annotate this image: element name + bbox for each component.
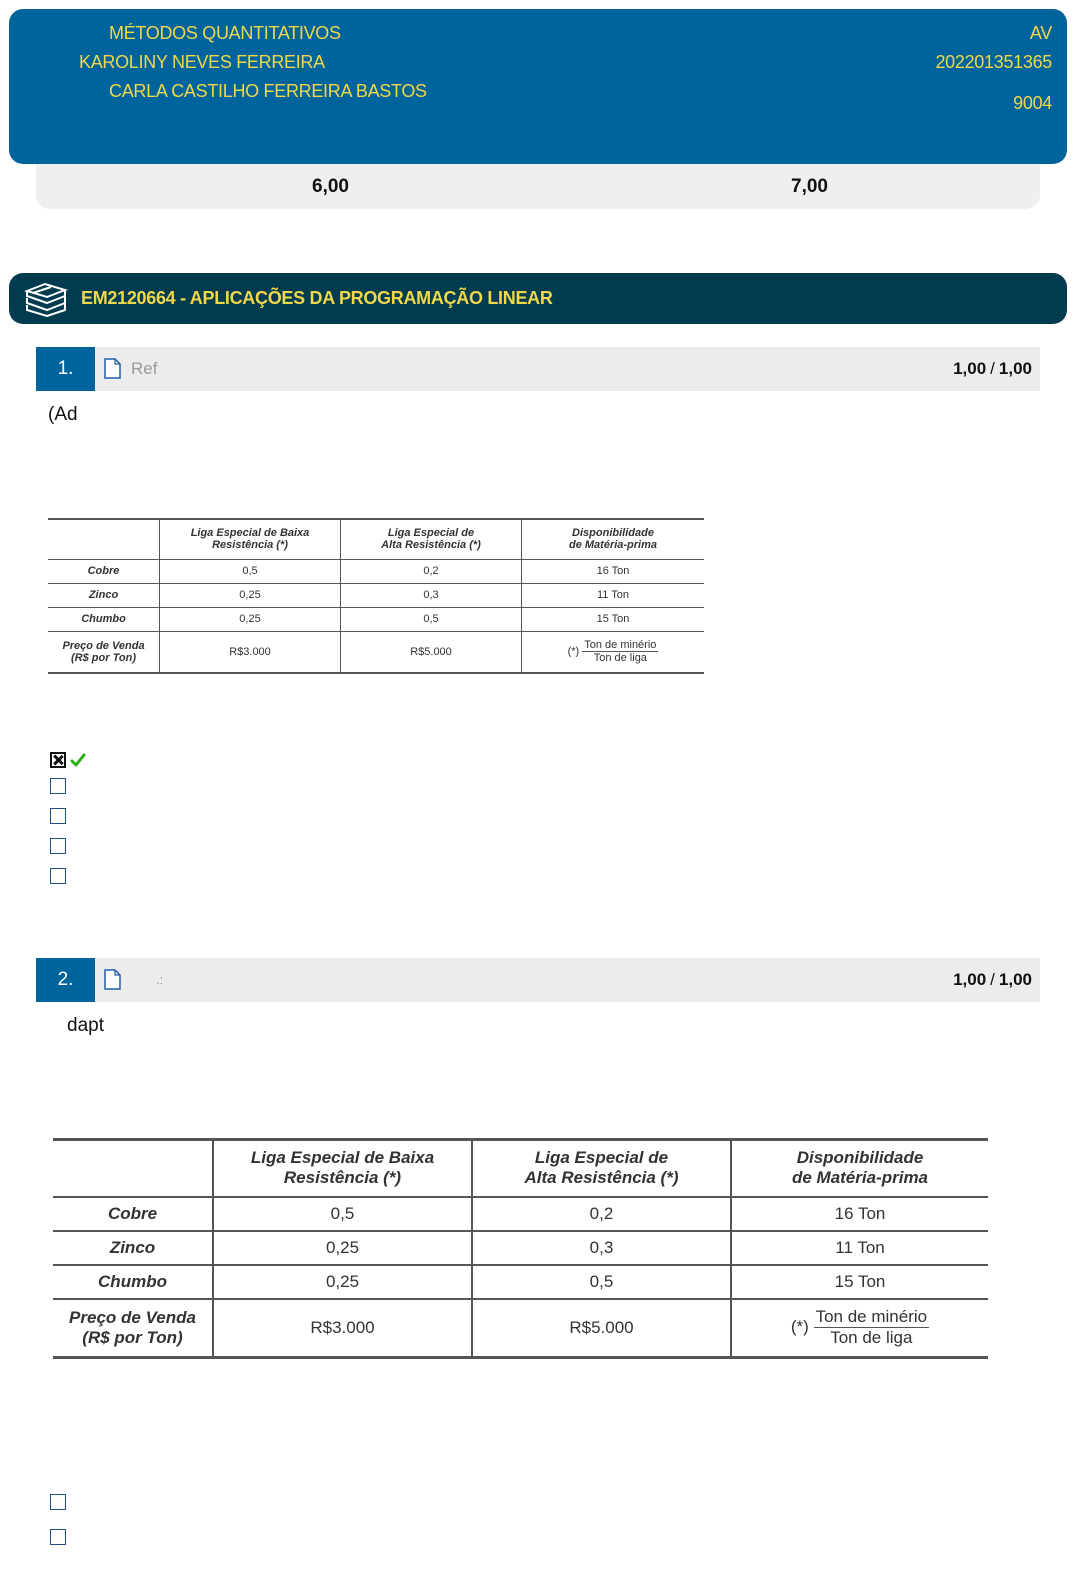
- row-label: Cobre: [107, 1203, 158, 1223]
- cell-avail: 15 Ton: [731, 1265, 988, 1299]
- table-corner: [48, 519, 160, 559]
- cell-high: 0,3: [341, 583, 522, 607]
- unit-fraction: [582, 639, 658, 664]
- row-label: Chumbo: [98, 1271, 167, 1291]
- cell-low: 0,5: [213, 1197, 472, 1231]
- fraction-denominator: Ton de liga: [593, 652, 647, 665]
- option-checkbox[interactable]: [50, 868, 66, 884]
- table-header-row: [53, 1140, 988, 1197]
- question-number: 2.: [36, 958, 95, 1002]
- grades-bar: [36, 164, 1040, 209]
- option-checkbox[interactable]: [50, 808, 66, 824]
- col-header-low: Liga Especial de Baixa Resistência (*): [213, 1140, 472, 1197]
- cell-low: 0,25: [213, 1265, 472, 1299]
- score-max: 1,00: [998, 970, 1032, 989]
- row-label: Preço de Venda (R$ por Ton): [69, 1307, 196, 1347]
- col-header-low: Liga Especial de Baixa Resistência (*): [160, 519, 341, 559]
- cell-high: R$5.000: [472, 1299, 731, 1358]
- fraction-numerator: Ton de minério: [584, 639, 657, 652]
- cell-unit-fraction: [522, 631, 705, 673]
- section-title: EM2120664 - APLICAÇÕES DA PROGRAMAÇÃO LINEAR: [81, 288, 553, 308]
- cell-avail: 11 Ton: [522, 583, 705, 607]
- table-row: [48, 583, 704, 607]
- grade-right: 7,00: [791, 176, 828, 197]
- score-separator: /: [990, 970, 995, 989]
- row-label: Chumbo: [81, 613, 126, 625]
- cell-low: 0,25: [160, 583, 341, 607]
- question-number: 1.: [36, 347, 95, 391]
- option-checkbox[interactable]: [50, 1529, 66, 1545]
- score-separator: /: [990, 359, 995, 378]
- col-header-high: Liga Especial de Alta Resistência (*): [341, 519, 522, 559]
- table-row: [48, 607, 704, 631]
- fraction-denominator: Ton de liga: [830, 1328, 913, 1348]
- cell-avail: 16 Ton: [731, 1197, 988, 1231]
- row-label: Zinco: [109, 1237, 156, 1257]
- cell-high: 0,5: [472, 1265, 731, 1299]
- question-score: [953, 359, 1032, 379]
- option-checkbox[interactable]: [50, 1494, 66, 1510]
- exam-type: AV: [1029, 23, 1052, 43]
- table-row: [53, 1231, 988, 1265]
- table-corner: [53, 1140, 213, 1197]
- cell-low: 0,25: [160, 607, 341, 631]
- cell-high: 0,2: [472, 1197, 731, 1231]
- score-value: 1,00: [953, 970, 987, 989]
- question-text: dapt: [67, 1015, 104, 1036]
- document-icon[interactable]: [104, 969, 121, 990]
- cell-high: 0,3: [472, 1231, 731, 1265]
- cell-high: 0,2: [341, 559, 522, 583]
- registration-number: 202201351365: [935, 52, 1052, 72]
- materials-table: [53, 1138, 988, 1359]
- cell-high: 0,5: [341, 607, 522, 631]
- materials-table: [48, 518, 704, 674]
- question-ref: .:: [156, 972, 164, 987]
- exam-header: [9, 9, 1067, 164]
- cell-avail: 15 Ton: [522, 607, 705, 631]
- question-score: [953, 970, 1032, 990]
- books-icon: [23, 281, 69, 317]
- section-header: [9, 273, 1067, 324]
- class-code: 9004: [1013, 93, 1052, 113]
- cell-low: R$3.000: [213, 1299, 472, 1358]
- fraction-numerator: Ton de minério: [815, 1307, 928, 1327]
- cell-high: R$5.000: [341, 631, 522, 673]
- cell-low: 0,5: [160, 559, 341, 583]
- cell-avail: 11 Ton: [731, 1231, 988, 1265]
- document-icon[interactable]: [104, 358, 121, 379]
- cell-low: 0,25: [213, 1231, 472, 1265]
- cell-low: R$3.000: [160, 631, 341, 673]
- row-label: Zinco: [88, 589, 119, 601]
- grade-left: 6,00: [312, 176, 349, 197]
- option-checkbox[interactable]: [50, 752, 66, 768]
- course-name: MÉTODOS QUANTITATIVOS: [109, 23, 341, 43]
- score-value: 1,00: [953, 359, 987, 378]
- question-ref: Ref: [131, 359, 158, 378]
- student-name: KAROLINY NEVES FERREIRA: [79, 52, 325, 72]
- table-price-row: [48, 631, 704, 673]
- col-header-avail: Disponibilidade de Matéria-prima: [731, 1140, 988, 1197]
- correct-check-icon: [70, 752, 86, 768]
- option-checkbox[interactable]: [50, 778, 66, 794]
- footnote-mark: (*): [790, 1317, 809, 1337]
- table-header-row: [48, 519, 704, 559]
- question-text: (Ad: [48, 404, 78, 425]
- cell-avail: 16 Ton: [522, 559, 705, 583]
- col-header-avail: Disponibilidade de Matéria-prima: [522, 519, 705, 559]
- col-header-high: Liga Especial de Alta Resistência (*): [472, 1140, 731, 1197]
- teacher-name: CARLA CASTILHO FERREIRA BASTOS: [109, 81, 427, 101]
- row-label: Cobre: [87, 565, 120, 577]
- row-label: Preço de Venda (R$ por Ton): [62, 639, 145, 664]
- footnote-mark: (*): [567, 645, 580, 658]
- option-checkbox[interactable]: [50, 838, 66, 854]
- table-row: [48, 559, 704, 583]
- table-price-row: [53, 1299, 988, 1358]
- question-2-header: [36, 958, 1040, 1002]
- score-max: 1,00: [998, 359, 1032, 378]
- cell-unit-fraction: [731, 1299, 988, 1358]
- table-row: [53, 1197, 988, 1231]
- table-row: [53, 1265, 988, 1299]
- unit-fraction: [814, 1307, 930, 1348]
- question-1-header: [36, 347, 1040, 391]
